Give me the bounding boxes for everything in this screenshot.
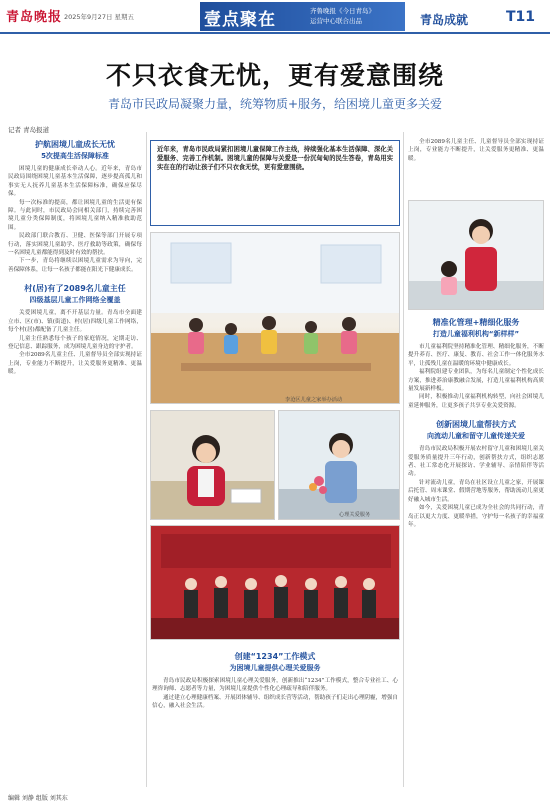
paragraph: 关爱困境儿童，离不开基层力量。青岛市全面建立市、区(市)、镇(街道)、村(居)四级儿童工作网络，每个村(居)都配备了儿童主任。 bbox=[8, 310, 142, 334]
paragraph: 通过建立心理健康档案、开展团体辅导、组织成长营等活动，帮助孩子们走出心理阴霾，增强自信心，融入社会生活。 bbox=[152, 694, 398, 710]
page-number: T11 bbox=[506, 9, 536, 25]
paragraph: 市儿童福利院坚持精准化管理、精细化服务，不断提升养育、医疗、康复、教育、社会工作一体化服务水平，让孤残儿童在温暖的环境中健康成长。 bbox=[408, 344, 544, 367]
article-subheading: 为困境儿童提供心理关爱服务 bbox=[229, 664, 321, 672]
paragraph: 青岛市民政局积极开展农村留守儿童和困境儿童关爱服务质量提升三年行动，创新帮扶方式，组织志愿者、社工常态化开展探访、学业辅导、亲情陪伴等活动。 bbox=[408, 446, 544, 478]
right-column-top bbox=[408, 138, 544, 198]
section-name: 青岛成就 bbox=[420, 13, 469, 27]
page-headline: 不只衣食无忧，更有爱意围绕 bbox=[105, 61, 444, 90]
child-photo-art bbox=[279, 411, 400, 520]
page-subheadline: 青岛市民政局凝聚力量，统筹物质+服务，给困境儿童更多关爱 bbox=[107, 97, 443, 111]
paragraph: 困境儿童的健康成长牵动人心。近年来，青岛市民政局围绕困境儿童基本生活保障，逐步提高孤儿和事实无人抚养儿童基本生活保障标准，确保应保尽保。 bbox=[8, 166, 142, 198]
group-photo-art bbox=[151, 526, 400, 640]
column-divider bbox=[146, 132, 147, 787]
left-column bbox=[8, 138, 142, 786]
center-column bbox=[152, 650, 398, 786]
photo-children-activity bbox=[150, 232, 400, 404]
masthead bbox=[0, 0, 550, 34]
banner-sub-line1: 齐鲁晚报《今日青岛》 bbox=[310, 7, 375, 15]
banner-title: 壹点聚在 bbox=[204, 10, 276, 30]
article-subheading: 打造儿童福利机构“新样样” bbox=[432, 330, 520, 338]
article-heading: 精准化管理+精细化服务 bbox=[432, 318, 520, 327]
editor-footer: 编辑 刘静 组版 刘其东 bbox=[8, 795, 68, 802]
article-subheading: 四级基层儿童工作网络全覆盖 bbox=[29, 296, 121, 305]
paragraph: 民政部门联合教育、卫健、医保等部门开展专项行动，落实困境儿童助学、医疗救助等政策，确保每一名困境儿童都能得到及时有效的帮扶。 bbox=[8, 233, 142, 257]
paragraph: 福利院组建专业团队，为每名儿童制定个性化成长方案，推进养治康教融合发展，打造儿童福利机构高质量发展新样板。 bbox=[408, 369, 544, 393]
caregiver-photo-art bbox=[151, 411, 275, 520]
photo-group-event bbox=[150, 525, 400, 640]
activity-photo-art bbox=[151, 233, 400, 404]
photo-welfare-worker bbox=[408, 200, 544, 310]
article-heading: 村(居)有了2089名儿童主任 bbox=[24, 284, 126, 294]
lead-summary-box: 近年来，青岛市民政局紧扣困境儿童保障工作主线，持续强化基本生活保障、深化关爱服务、完善工作机制。困境儿童的保障与关爱是一份沉甸甸的民生答卷，青岛用实实在在的行动让孩子们不只衣食无忧，更有爱意围绕。 bbox=[150, 140, 400, 226]
newspaper-brand: 青岛晚报 bbox=[6, 10, 63, 25]
photo-caregiver bbox=[150, 410, 275, 520]
byline: 记者 青岛报道 bbox=[8, 126, 50, 134]
article-subheading: 向流动儿童和留守儿童传递关爱 bbox=[427, 432, 525, 441]
article-heading: 创建“1234”工作模式 bbox=[234, 652, 316, 661]
banner bbox=[200, 2, 405, 31]
right-column bbox=[408, 316, 544, 786]
column-divider bbox=[403, 132, 404, 787]
paragraph: 儿童主任熟悉每个孩子的家庭情况，定期走访、登记信息、跟踪服务，成为困境儿童身边的守护者。 bbox=[8, 335, 142, 350]
paragraph: 如今，关爱困境儿童已成为全社会的共同行动，青岛正以更大力度、更暖举措，守护每一名孩子的幸福童年。 bbox=[408, 505, 544, 528]
paragraph: 青岛市民政局积极探索困境儿童心理关爱服务，创新推出“1234”工作模式，整合专业社工、心理咨询师、志愿者等力量，为困境儿童提供个性化心理疏导和陪伴服务。 bbox=[152, 678, 398, 693]
paragraph: 全市2089名儿童主任、儿童督导员全部实现持证上岗，专业能力不断提升，让关爱服务更精准、更温暖。 bbox=[408, 139, 544, 162]
photo-caption: 李沧区儿童之家举办活动 bbox=[285, 397, 343, 403]
issue-date: 2025年9月27日 星期五 bbox=[64, 13, 135, 21]
article-heading: 护航困境儿童成长无忧 bbox=[35, 140, 115, 149]
paragraph: 下一步，青岛将继续以困境儿童需求为导向，完善保障体系，让每一名孩子都能在阳光下健康成长。 bbox=[8, 258, 142, 273]
photo-child-flowers bbox=[278, 410, 400, 520]
paragraph: 全市2089名儿童主任、儿童督导员全部实现持证上岗，专业能力不断提升，让关爱服务更精准、更温暖。 bbox=[8, 352, 142, 376]
article-heading: 创新困境儿童帮扶方式 bbox=[436, 420, 516, 430]
paragraph: 针对流动儿童，青岛在社区设立儿童之家，开展课后托管、周末课堂、假期营地等服务，帮助流动儿童更好融入城市生活。 bbox=[408, 479, 544, 503]
article-subheading: 5次提高生活保障标准 bbox=[41, 152, 109, 160]
worker-photo-art bbox=[409, 201, 544, 310]
paragraph: 同时，积极推动儿童福利机构转型，向社会困境儿童延伸服务，让更多孩子共享专业关爱资源。 bbox=[408, 394, 544, 409]
banner-subtitle bbox=[310, 6, 375, 26]
banner-sub-line2: 运营中心联合出品 bbox=[310, 17, 362, 25]
photo-caption: 心理关爱服务 bbox=[339, 512, 371, 518]
paragraph: 每一次标准的提高，都让困境儿童的生活更有保障。与此同时，市民政局会同相关部门，持续完善困境儿童分类保障制度，将困境儿童纳入精准救助范围。 bbox=[8, 199, 142, 231]
